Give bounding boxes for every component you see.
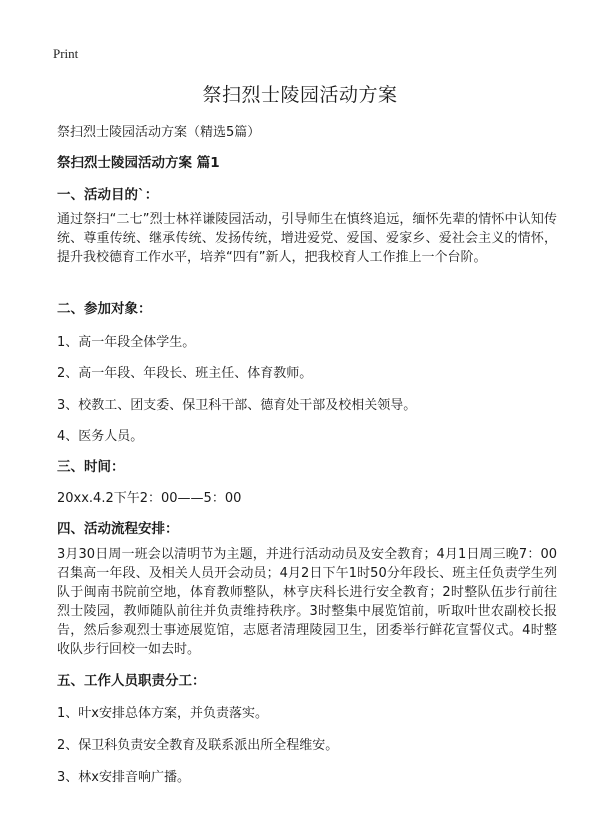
duty-item: 2、保卫科负责安全教育及联系派出所全程维安。	[57, 738, 339, 753]
article-heading: 祭扫烈士陵园活动方案 篇1	[57, 155, 220, 171]
section-heading-participants: 二、参加对象：	[57, 301, 152, 317]
participant-item: 4、医务人员。	[57, 429, 144, 444]
document-title: 祭扫烈士陵园活动方案	[202, 84, 398, 106]
duty-item: 3、林x安排音响广播。	[57, 770, 190, 785]
participant-item: 1、高一年段全体学生。	[57, 335, 196, 350]
event-time: 20xx.4.2下午2：00——5：00	[57, 491, 242, 506]
process-paragraph: 3月30日周一班会以清明节为主题，并进行活动动员及安全教育；4月1日周三晚7：00召集高一年段、及相关人员开会动员；4月2日下午1时50分年段长、班主任负责学生列队于闽南书院前空地，体育教师整队，林亨庆科长进行安全教育；2时整队伍步行前往烈士陵园，教师随队前往并负责维持秩序。3时整集中展览馆前，听取叶世农副校长报告，然后参观烈士事迹展览馆，志愿者清理陵园卫生，团委举行鲜花宣誓仪式。4时整收队步行回校一如去时。	[57, 547, 557, 657]
section-heading-purpose: 一、活动目的`：	[57, 187, 159, 203]
purpose-paragraph: 通过祭扫“二七”烈士林祥谦陵园活动，引导师生在慎终追远，缅怀先辈的情怀中认知传统、尊重传统、继承传统、发扬传统，增进爱党、爱国、爱家乡、爱社会主义的情怀，提升我校德育工作水平，培养“四有”新人，把我校育人工作推上一个台阶。	[57, 212, 557, 265]
duty-item: 1、叶x安排总体方案，并负责落实。	[57, 706, 268, 721]
document-subtitle: 祭扫烈士陵园活动方案（精选5篇）	[57, 125, 261, 140]
print-link[interactable]: Print	[53, 46, 79, 61]
section-heading-duties: 五、工作人员职责分工：	[57, 673, 206, 689]
section-heading-time: 三、时间：	[57, 459, 125, 475]
participant-item: 2、高一年段、年段长、班主任、体育教师。	[57, 366, 313, 381]
section-heading-process: 四、活动流程安排：	[57, 521, 179, 537]
participant-item: 3、校教工、团支委、保卫科干部、德育处干部及校相关领导。	[57, 398, 417, 413]
